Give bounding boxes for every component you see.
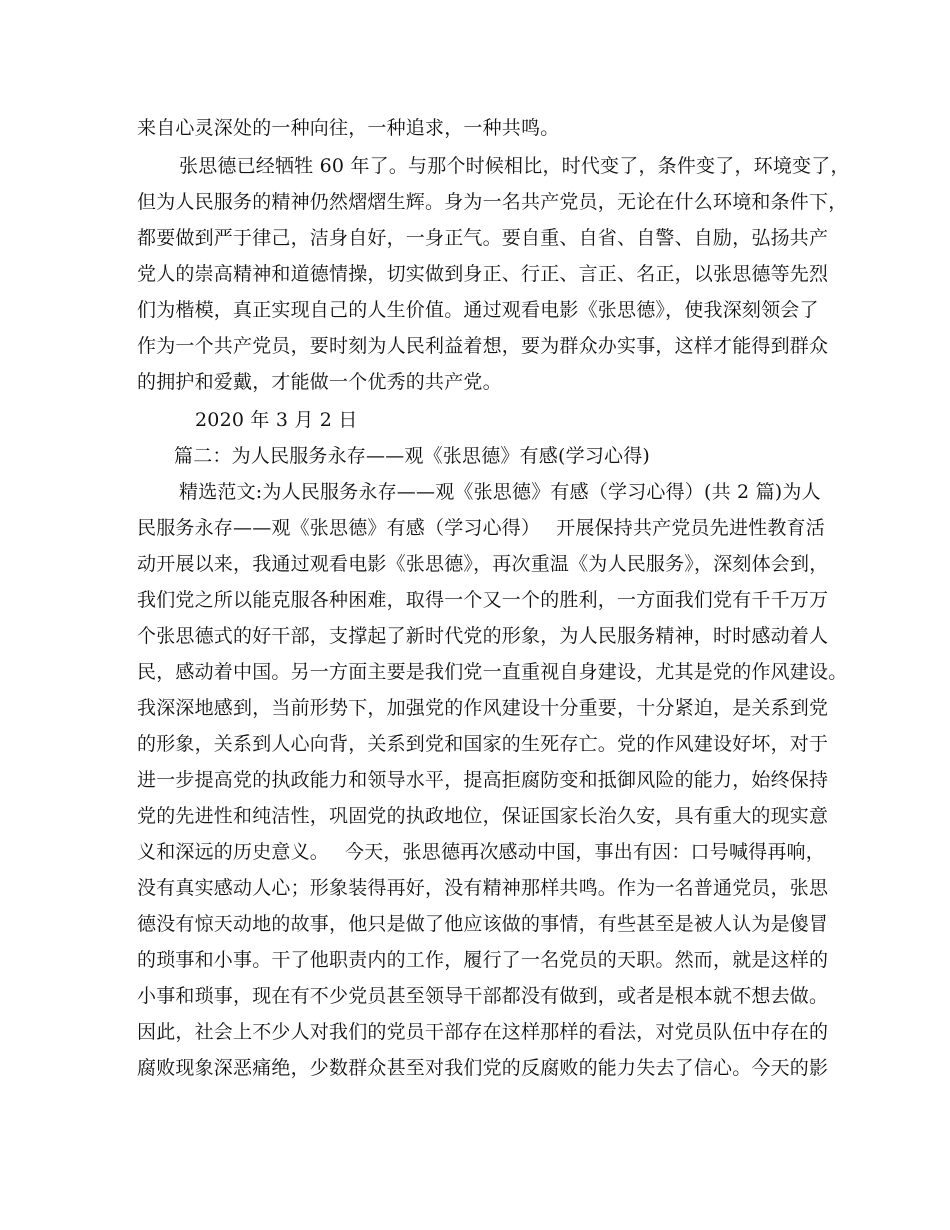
text-line: 的琐事和小事。干了他职责内的工作，履行了一名党员的天职。然而，就是这样的 [137,949,829,971]
text-line: 们为楷模，真正实现自己的人生价值。通过观看电影《张思德》，使我深刻领会了 [137,299,819,321]
text-line: 的形象，关系到人心向背，关系到党和国家的生死存亡。党的作风建设好坏，对于 [137,733,829,755]
text-line: 民服务永存——观《张思德》有感（学习心得） 开展保持共产党员先进性教育活 [137,517,825,539]
text-line: 因此，社会上不少人对我们的党员干部存在这样那样的看法，对党员队伍中存在的 [137,1021,829,1043]
text-line: 没有真实感动人心；形象装得再好，没有精神那样共鸣。作为一名普通党员，张思 [137,877,829,899]
text-line: 我深深地感到，当前形势下，加强党的作风建设十分重要，十分紧迫，是关系到党 [137,697,829,719]
text-line: 我们党之所以能克服各种困难，取得一个又一个的胜利，一方面我们党有千千万万 [137,589,829,611]
text-line: 但为人民服务的精神仍然熠熠生辉。身为一名共产党员，无论在什么环境和条件下， [137,191,848,213]
text-line: 进一步提高党的执政能力和领导水平，提高拒腐防变和抵御风险的能力，始终保持 [137,769,829,791]
text-line: 动开展以来，我通过观看电影《张思德》，再次重温《为人民服务》，深刻体会到， [137,553,829,575]
text-line: 张思德已经牺牲 60 年了。与那个时候相比，时代变了，条件变了，环境变了， [179,155,850,177]
text-line: 德没有惊天动地的故事，他只是做了他应该做的事情，有些甚至是被人认为是傻冒 [137,913,829,935]
text-line: 都要做到严于律己，洁身自好，一身正气。要自重、自省、自警、自励，弘扬共产 [137,227,829,249]
text-line: 义和深远的历史意义。 今天，张思德再次感动中国，事出有因：口号喊得再响， [137,841,825,863]
text-line: 小事和琐事，现在有不少党员甚至领导干部都没有做到，或者是根本就不想去做。 [137,985,829,1007]
text-line: 作为一个共产党员，要时刻为人民利益着想，要为群众办实事，这样才能得到群众 [137,335,829,357]
text-line: 精选范文:为人民服务永存——观《张思德》有感（学习心得）(共 2 篇)为人 [179,481,821,503]
document-date: 2020 年 3 月 2 日 [195,409,358,431]
text-line: 民，感动着中国。另一方面主要是我们党一直重视自身建设，尤其是党的作风建设。 [137,661,848,683]
text-line: 的拥护和爱戴，才能做一个优秀的共产党。 [137,371,502,393]
text-line: 来自心灵深处的一种向往，一种追求，一种共鸣。 [137,117,560,139]
text-line: 个张思德式的好干部，支撑起了新时代党的形象，为人民服务精神，时时感动着人 [137,625,829,647]
text-line: 党的先进性和纯洁性，巩固党的执政地位，保证国家长治久安，具有重大的现实意 [137,805,829,827]
text-line: 党人的崇高精神和道德情操，切实做到身正、行正、言正、名正，以张思德等先烈 [137,263,829,285]
section-heading: 篇二：为人民服务永存——观《张思德》有感(学习心得) [174,445,651,467]
text-line: 腐败现象深恶痛绝，少数群众甚至对我们党的反腐败的能力失去了信心。今天的影 [137,1057,829,1079]
